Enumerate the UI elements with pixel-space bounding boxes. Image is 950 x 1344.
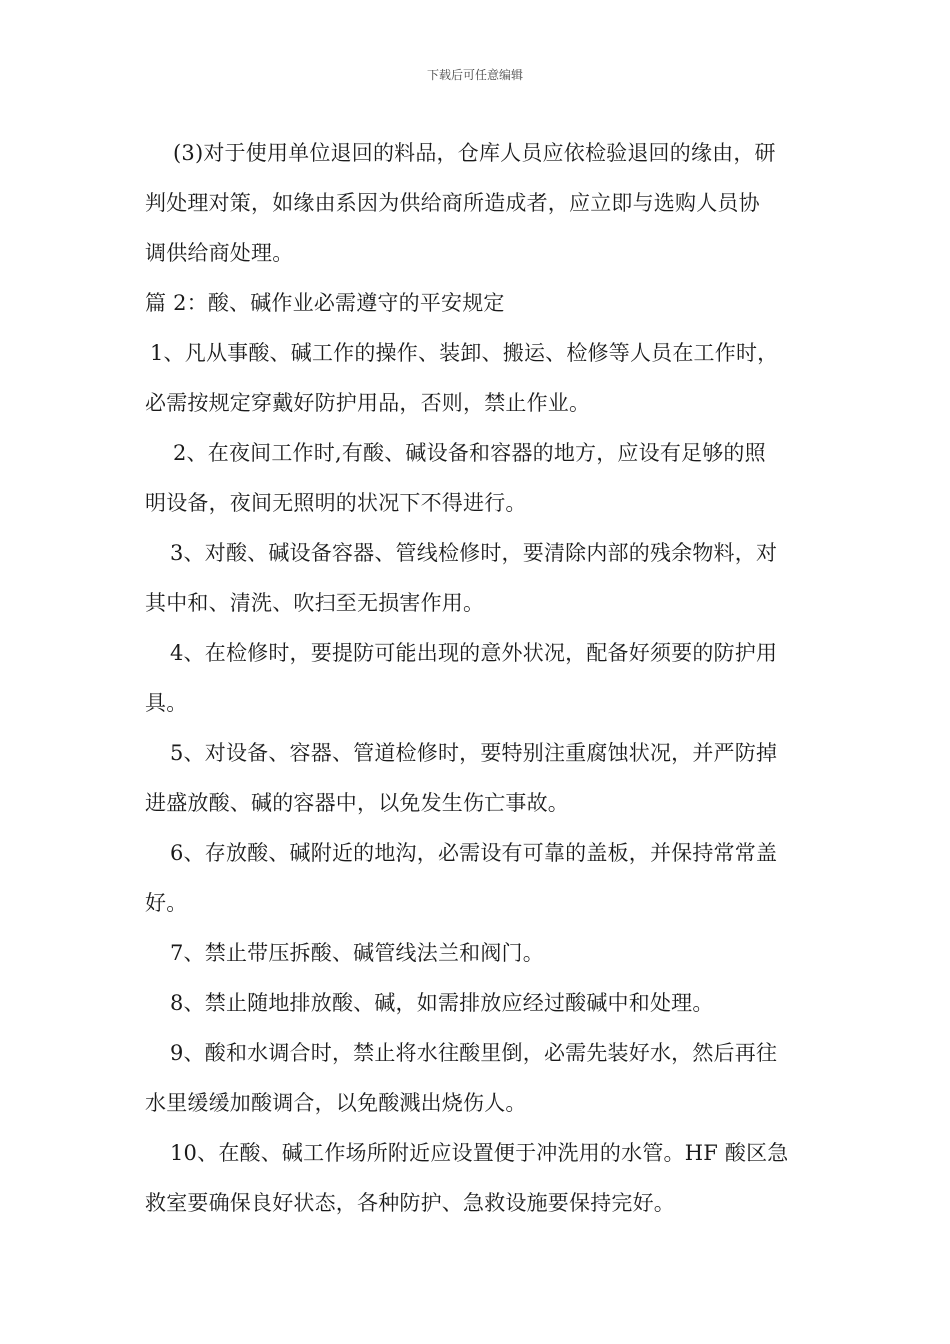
text-line: (3)对于使用单位退回的料品，仓库人员应依检验退回的缘由，研 bbox=[173, 141, 776, 165]
rule-item-3 bbox=[145, 528, 817, 628]
text-line: 10、在酸、碱工作场所附近应设置便于冲洗用的水管。HF 酸区急 bbox=[170, 1141, 789, 1165]
text-line: 好。 bbox=[145, 891, 188, 915]
rule-item-1 bbox=[145, 328, 817, 428]
text-line: 7、禁止带压拆酸、碱管线法兰和阀门。 bbox=[170, 941, 544, 965]
rule-item-7 bbox=[145, 928, 817, 978]
text-line: 4、在检修时，要提防可能出现的意外状况，配备好须要的防护用 bbox=[170, 641, 778, 665]
text-line: 1、凡从事酸、碱工作的操作、装卸、搬运、检修等人员在工作时， bbox=[150, 341, 779, 365]
text-line: 水里缓缓加酸调合，以免酸溅出烧伤人。 bbox=[145, 1091, 527, 1115]
text-line: 救室要确保良好状态，各种防护、急救设施要保持完好。 bbox=[145, 1191, 675, 1215]
rule-item-4 bbox=[145, 628, 817, 728]
rule-item-6 bbox=[145, 828, 817, 928]
text-line: 3、对酸、碱设备容器、管线检修时，要清除内部的残余物料，对 bbox=[170, 541, 778, 565]
text-line: 具。 bbox=[145, 691, 188, 715]
rule-item-5 bbox=[145, 728, 817, 828]
text-line: 6、存放酸、碱附近的地沟，必需设有可靠的盖板，并保持常常盖 bbox=[170, 841, 778, 865]
text-line: 调供给商处理。 bbox=[145, 241, 294, 265]
rule-item-9 bbox=[145, 1028, 817, 1128]
text-line: 明设备，夜间无照明的状况下不得进行。 bbox=[145, 491, 527, 515]
text-line: 其中和、清洗、吹扫至无损害作用。 bbox=[145, 591, 485, 615]
text-line: 进盛放酸、碱的容器中，以免发生伤亡事故。 bbox=[145, 791, 569, 815]
section-title: 篇 2：酸、碱作业必需遵守的平安规定 bbox=[145, 291, 505, 315]
page-header: 下载后可任意编辑 bbox=[426, 68, 523, 82]
text-line: 5、对设备、容器、管道检修时，要特别注重腐蚀状况，并严防掉 bbox=[170, 741, 778, 765]
document-body bbox=[145, 128, 817, 1228]
section-heading bbox=[145, 278, 817, 328]
text-line: 9、酸和水调合时，禁止将水往酸里倒，必需先装好水，然后再往 bbox=[170, 1041, 778, 1065]
text-line: 必需按规定穿戴好防护用品，否则，禁止作业。 bbox=[145, 391, 591, 415]
paragraph-returned-materials bbox=[145, 128, 817, 278]
text-line: 2、在夜间工作时,有酸、碱设备和容器的地方，应设有足够的照 bbox=[173, 441, 766, 465]
rule-item-8 bbox=[145, 978, 817, 1028]
rule-item-10 bbox=[145, 1128, 817, 1228]
rule-item-2 bbox=[145, 428, 817, 528]
text-line: 判处理对策，如缘由系因为供给商所造成者，应立即与选购人员协 bbox=[145, 191, 760, 215]
text-line: 8、禁止随地排放酸、碱，如需排放应经过酸碱中和处理。 bbox=[170, 991, 714, 1015]
